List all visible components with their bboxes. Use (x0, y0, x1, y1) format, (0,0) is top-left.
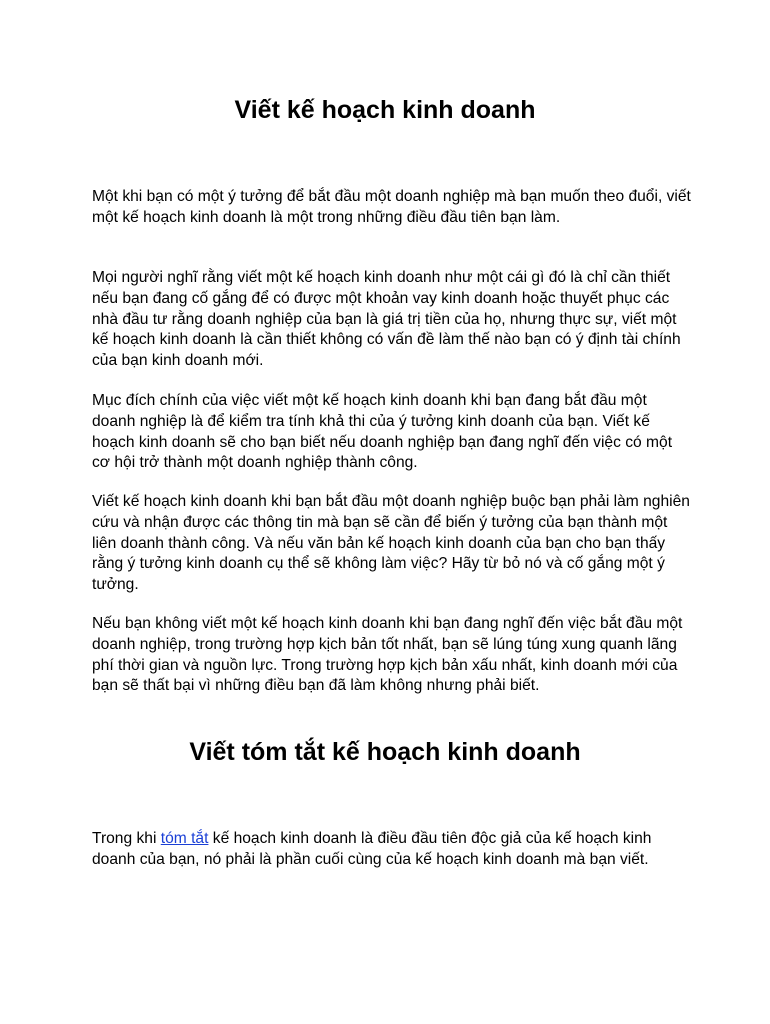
paragraph-consequences: Nếu bạn không viết một kế hoạch kinh doanh khi bạn đang nghĩ đến việc bắt đầu một doanh nghiệp, trong trường hợp kịch bản tốt nhất, bạn sẽ lúng túng xung quanh lãng phí thời gian và nguồn lực. Trong trường hợp kịch bản xấu nhất, kinh doanh mới của bạn sẽ thất bại vì những điều bạn đã làm không nhưng phải biết. (92, 615, 683, 695)
paragraph-research: Viết kế hoạch kinh doanh khi bạn bắt đầu một doanh nghiệp buộc bạn phải làm nghiên cứu và nhận được các thông tin mà bạn sẽ cần để biến ý tưởng của bạn thành một liên doanh thành công. Và nếu văn bản kế hoạch kinh doanh của bạn cho bạn thấy rằng ý tưởng kinh doanh cụ thể sẽ không làm việc? Hãy từ bỏ nó và cố gắng một ý tưởng. (92, 493, 690, 594)
summary-text-after-link: kế hoạch kinh doanh là điều đầu tiên độc giả của kế hoạch kinh doanh của bạn, nó phải là phần cuối cùng của kế hoạch kinh doanh mà bạn viết. (92, 830, 652, 868)
paragraph-summary (92, 829, 692, 871)
summary-link[interactable]: tóm tắt (160, 830, 209, 847)
paragraph-intro: Một khi bạn có một ý tưởng để bắt đầu một doanh nghiệp mà bạn muốn theo đuổi, viết một kế hoạch kinh doanh là một trong những điều đầu tiên bạn làm. (92, 188, 691, 226)
paragraph-misconception: Mọi người nghĩ rằng viết một kế hoạch kinh doanh như một cái gì đó là chỉ cần thiết nếu bạn đang cố gắng để có được một khoản vay kinh doanh hoặc thuyết phục các nhà đầu tư rằng doanh nghiệp của bạn là giá trị tiền của họ, nhưng thực sự, viết một kế hoạch kinh doanh là cần thiết không có vấn đề làm thế nào bạn có ý định tài chính của bạn kinh doanh mới. (92, 269, 681, 370)
paragraph-purpose: Mục đích chính của việc viết một kế hoạch kinh doanh khi bạn đang bắt đầu một doanh nghiệp là để kiểm tra tính khả thi của ý tưởng kinh doanh của bạn. Viết kế hoạch kinh doanh sẽ cho bạn biết nếu doanh nghiệp bạn đang nghĩ đến việc có một cơ hội trở thành một doanh nghiệp thành công. (92, 392, 673, 472)
section-heading-summary: Viết tóm tắt kế hoạch kinh doanh (189, 738, 581, 766)
summary-text-before-link: Trong khi (92, 830, 161, 847)
page-title: Viết kế hoạch kinh doanh (234, 96, 536, 124)
